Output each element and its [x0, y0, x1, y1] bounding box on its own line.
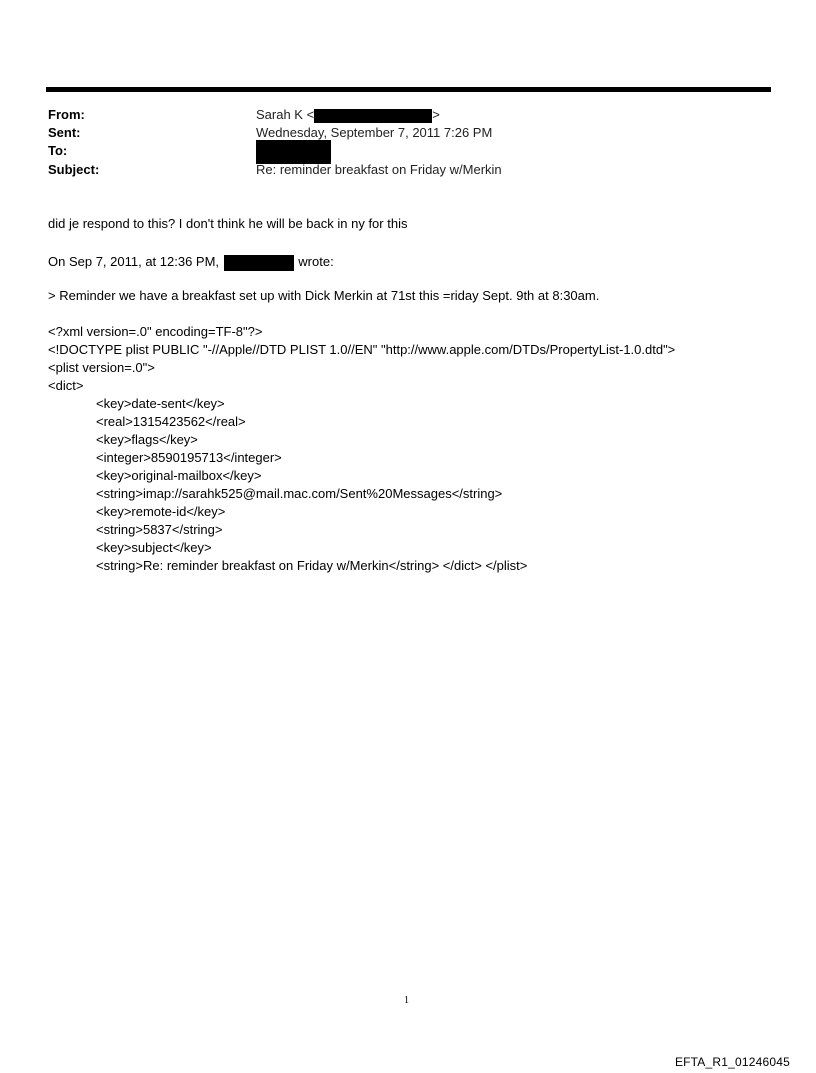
xml-entry: <string>Re: reminder breakfast on Friday w/Merkin</string> </dict> </plist> — [96, 558, 528, 573]
xml-entry: <key>remote-id</key> — [96, 504, 226, 519]
to-label: To: — [48, 143, 68, 158]
redaction-box — [224, 255, 294, 271]
xml-entry: <key>flags</key> — [96, 432, 198, 447]
page-number: 1 — [404, 995, 409, 1006]
xml-entry: <key>date-sent</key> — [96, 396, 225, 411]
xml-entry: <key>subject</key> — [96, 540, 212, 555]
sent-value: Wednesday, September 7, 2011 7:26 PM — [256, 125, 493, 140]
redaction-box — [314, 109, 432, 123]
xml-line: <!DOCTYPE plist PUBLIC "-//Apple//DTD PLIST 1.0//EN" "http://www.apple.com/DTDs/PropertyList-1.0.dtd"> — [48, 342, 676, 357]
xml-entry: <real>1315423562</real> — [96, 414, 246, 429]
subject-value: Re: reminder breakfast on Friday w/Merkin — [256, 162, 502, 177]
xml-entry: <integer>8590195713</integer> — [96, 450, 282, 465]
xml-line: <dict> — [48, 378, 84, 393]
quote-intro-after: wrote: — [298, 254, 334, 269]
xml-line: <?xml version=.0" encoding=TF-8"?> — [48, 324, 263, 339]
from-value — [256, 106, 440, 124]
sent-label: Sent: — [48, 125, 81, 140]
body-line: did je respond to this? I don't think he will be back in ny for this — [48, 216, 408, 231]
quoted-line: > Reminder we have a breakfast set up with Dick Merkin at 71st this =riday Sept. 9th at 8:30am. — [48, 288, 600, 303]
from-label: From: — [48, 107, 85, 122]
quote-intro-before: On Sep 7, 2011, at 12:36 PM, — [48, 254, 220, 269]
header-rule — [46, 87, 771, 92]
from-close: > — [432, 107, 440, 122]
xml-entry: <string>imap://sarahk525@mail.mac.com/Sent%20Messages</string> — [96, 486, 503, 501]
from-name: Sarah K < — [256, 107, 315, 122]
subject-label: Subject: — [48, 162, 100, 177]
document-id: EFTA_R1_01246045 — [674, 1055, 790, 1069]
xml-entry: <key>original-mailbox</key> — [96, 468, 262, 483]
xml-entry: <string>5837</string> — [96, 522, 223, 537]
xml-line: <plist version=.0"> — [48, 360, 155, 375]
quote-intro — [48, 253, 334, 271]
